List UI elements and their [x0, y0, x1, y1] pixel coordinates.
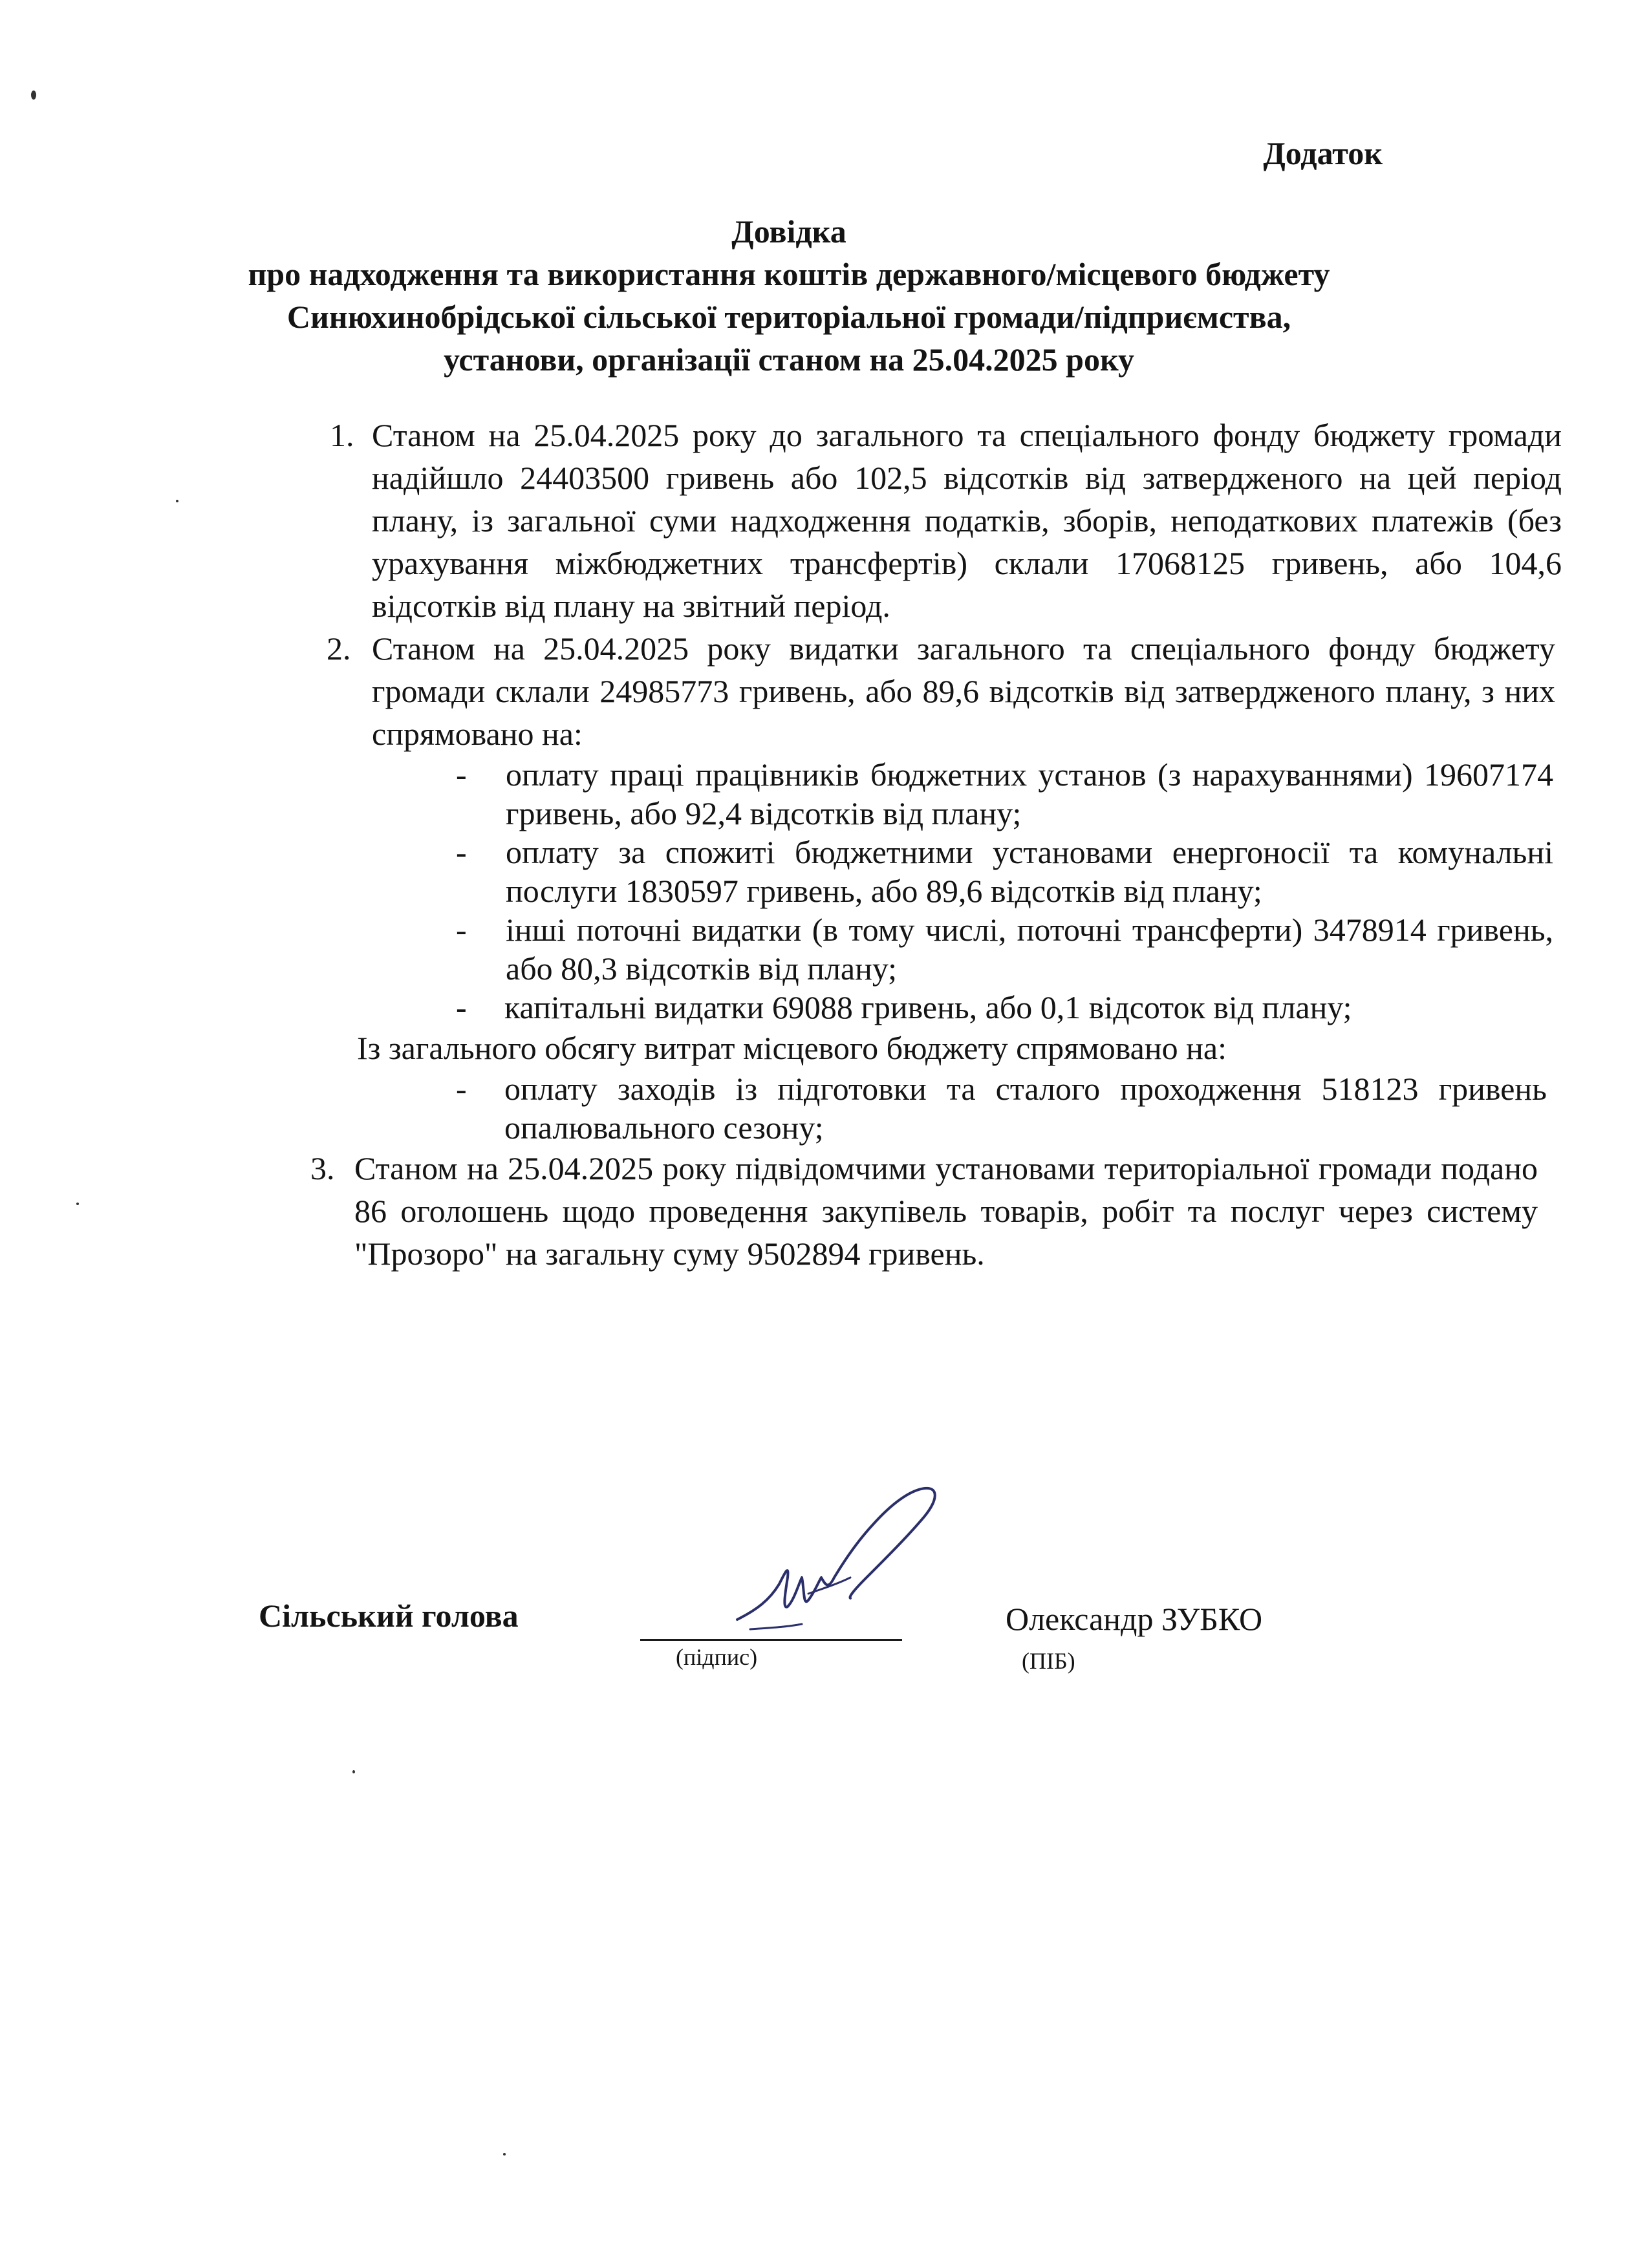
- signatory-name-caption: (ПІБ): [1022, 1648, 1075, 1674]
- document-title: Довідка: [731, 213, 846, 250]
- bullet-dash: -: [456, 989, 467, 1025]
- document-header: [246, 210, 1332, 381]
- summary-line: Із загального обсягу витрат місцевого бюджету спрямовано на:: [357, 1030, 1227, 1066]
- bullet-item: [0, 755, 1649, 833]
- bullet-dash: -: [456, 1071, 467, 1107]
- handwritten-signature: [711, 1481, 957, 1655]
- signatory-name: Олександр ЗУБКО: [1006, 1601, 1263, 1637]
- bullet-text: інші поточні видатки (в тому числі, поточні трансферти) 3478914 гривень, або 80,3 відсотків від плану;: [506, 912, 1553, 987]
- scan-speck: [31, 91, 36, 100]
- list-item-text: Станом на 25.04.2025 року до загального та спеціального фонду бюджету громади надійшло 24403500 гривень або 102,5 відсотків від затвердженого на цей період плану, із загальної суми надходження податків, зборів, неподаткових платежів (без урахування міжбюджетних трансфертів) склали 17068125 гривень, або 104,6 відсотків від плану на звітний період.: [372, 417, 1562, 624]
- list-item: [0, 1147, 1649, 1275]
- bullet-item: [0, 1069, 1649, 1147]
- bullet-text: оплату за спожиті бюджетними установами енергоносії та комунальні послуги 1830597 гривень, або 89,6 відсотків від плану;: [506, 834, 1553, 909]
- signature-line: [640, 1639, 902, 1641]
- bullet-item: [0, 988, 1649, 1027]
- numbered-list: [0, 414, 1649, 1275]
- bullet-item: [0, 833, 1649, 910]
- list-item-number: 1.: [330, 417, 354, 453]
- bullet-dash: -: [456, 756, 467, 793]
- bullet-dash: -: [456, 834, 467, 870]
- list-item-text: Станом на 25.04.2025 року видатки загального та спеціального фонду бюджету громади склали 24985773 гривень, або 89,6 відсотків від затвердженого плану, з них спрямовано на:: [372, 630, 1555, 752]
- document-subtitle-line-3: установи, організації станом на 25.04.2025 року: [443, 341, 1135, 378]
- bullet-text: оплату праці працівників бюджетних установ (з нарахуваннями) 19607174 гривень, або 92,4 відсотків від плану;: [506, 756, 1553, 831]
- document-subtitle-line-1: про надходження та використання коштів державного/місцевого бюджету: [248, 256, 1330, 292]
- signature-caption: (підпис): [676, 1644, 758, 1670]
- signatory-title: Сільський голова: [259, 1598, 519, 1634]
- bullet-text: оплату заходів із підготовки та сталого проходження 518123 гривень опалювального сезону;: [504, 1071, 1547, 1146]
- document-subtitle-line-2: Синюхинобрідської сільської територіальної громади/підприємства,: [286, 299, 1291, 335]
- scan-speck: [352, 1770, 355, 1773]
- list-item-number: 2.: [327, 630, 351, 667]
- bullet-text: капітальні видатки 69088 гривень, або 0,1 відсоток від плану;: [504, 989, 1352, 1025]
- list-item-text: Станом на 25.04.2025 року підвідомчими установами територіальної громади подано 86 оголошень щодо проведення закупівель товарів, робіт та послуг через систему "Прозоро" на загальну суму 9502894 гривень.: [354, 1150, 1538, 1272]
- list-item-number: 3.: [310, 1150, 335, 1186]
- list-item: [0, 414, 1649, 627]
- bullet-dash: -: [456, 912, 467, 948]
- list-item: [0, 627, 1649, 755]
- addendum-label: Додаток: [1263, 135, 1383, 171]
- scan-speck: [503, 2153, 506, 2156]
- bullet-item: [0, 910, 1649, 988]
